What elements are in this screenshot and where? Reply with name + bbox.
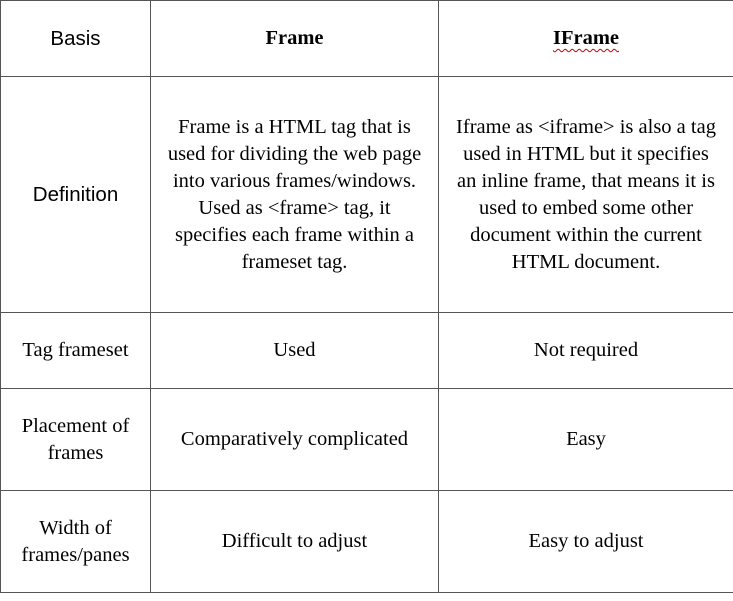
header-iframe xyxy=(439,1,733,77)
row-basis-width: Width of frames/panes xyxy=(1,491,151,593)
row-iframe-placement: Easy xyxy=(439,389,733,491)
table-row xyxy=(1,313,733,389)
row-frame-width: Difficult to adjust xyxy=(151,491,439,593)
row-frame-placement: Comparatively complicated xyxy=(151,389,439,491)
row-iframe-tag-frameset: Not required xyxy=(439,313,733,389)
row-iframe-width: Easy to adjust xyxy=(439,491,733,593)
table-row xyxy=(1,491,733,593)
header-frame: Frame xyxy=(151,1,439,77)
header-iframe-text: IFrame xyxy=(552,27,620,49)
row-frame-definition: Frame is a HTML tag that is used for dividing the web page into various frames/windows. Used as <frame> tag, it specifies each frame within a frameset tag. xyxy=(151,77,439,313)
table-row xyxy=(1,77,733,313)
table-row xyxy=(1,389,733,491)
row-basis-definition: Definition xyxy=(1,77,151,313)
header-row xyxy=(1,1,733,77)
row-iframe-definition: Iframe as <iframe> is also a tag used in HTML but it specifies an inline frame, that means it is used to embed some other document within the current HTML document. xyxy=(439,77,733,313)
row-basis-placement: Placement of frames xyxy=(1,389,151,491)
header-basis: Basis xyxy=(1,1,151,77)
row-basis-tag-frameset: Tag frameset xyxy=(1,313,151,389)
row-frame-tag-frameset: Used xyxy=(151,313,439,389)
